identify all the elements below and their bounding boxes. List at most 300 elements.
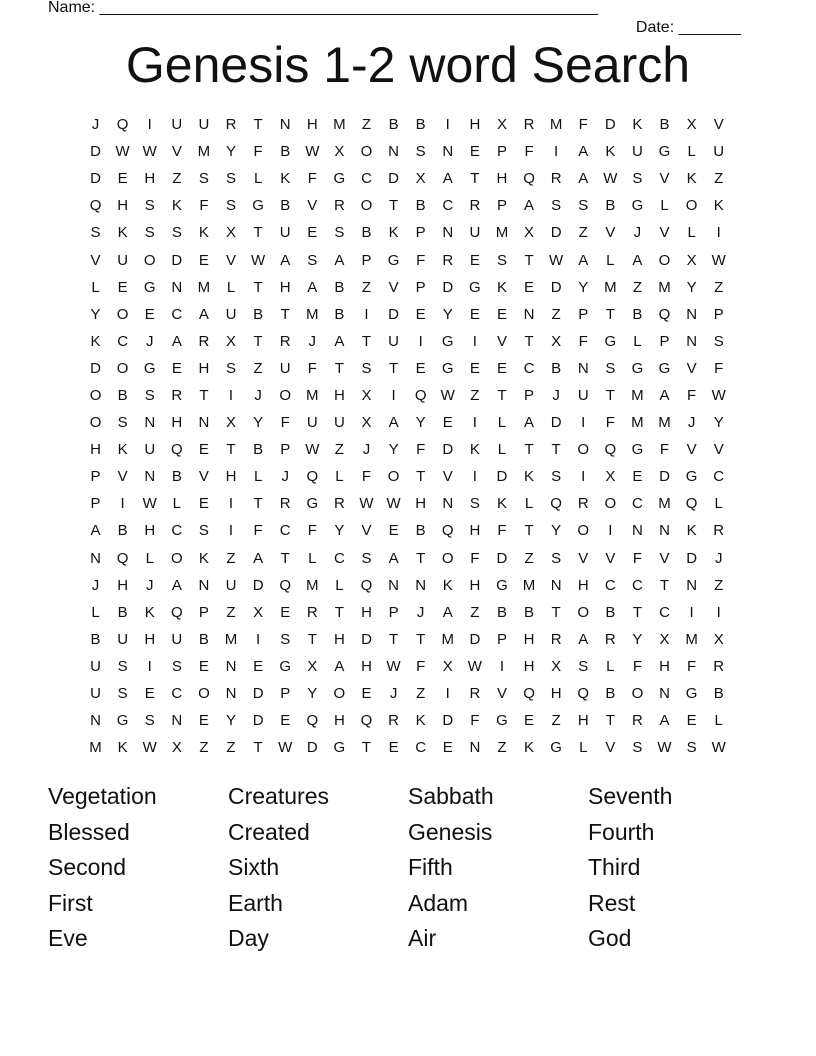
grid-letter: W [549,251,564,269]
grid-letter: R [279,332,291,350]
grid-letter: V [171,143,182,161]
grid-letter: K [415,712,426,730]
grid-letter: Q [658,305,671,323]
grid-letter: T [605,305,615,323]
grid-letter: C [171,685,183,703]
grid-letter: Z [361,278,372,296]
grid-letter: A [632,251,643,269]
grid-letter: W [305,143,320,161]
grid-letter: T [497,386,507,404]
grid-letter: R [577,495,589,513]
grid-letter: O [387,468,400,486]
grid-letter: A [524,414,535,432]
grid-letter: S [198,170,209,188]
grid-letter: W [386,495,401,513]
grid-letter: R [279,495,291,513]
grid-letter: S [713,332,724,350]
grid-letter: Y [388,441,399,459]
grid-letter: K [496,495,507,513]
grid-letter: L [714,712,723,730]
grid-letter: Z [226,603,236,621]
grid-letter: Z [714,576,724,594]
grid-letter: A [388,549,399,567]
grid-letter: X [686,251,697,269]
grid-letter: H [415,495,427,513]
grid-letter: O [577,522,590,540]
grid-letter: K [171,197,182,215]
grid-letter: T [253,332,263,350]
grid-letter: R [171,386,183,404]
grid-letter: N [144,468,156,486]
grid-letter: S [90,224,101,242]
grid-letter: S [361,359,372,377]
grid-letter: D [550,414,562,432]
grid-letter: H [333,712,345,730]
grid-letter: O [143,251,156,269]
grid-letter: W [603,170,618,188]
grid-letter: F [253,143,263,161]
grid-letter: E [415,359,426,377]
grid-letter: P [280,685,291,703]
grid-letter: Z [253,359,263,377]
grid-letter: M [631,414,644,432]
grid-letter: G [496,576,508,594]
grid-letter: J [416,603,425,621]
grid-letter: S [144,386,155,404]
grid-letter: F [687,657,697,675]
grid-letter: T [361,739,372,757]
grid-letter: G [441,359,454,377]
grid-letter: N [279,116,291,134]
grid-letter: O [89,414,102,432]
grid-letter: H [577,576,589,594]
grid-letter: Q [604,441,617,459]
grid-letter: T [659,576,670,594]
grid-letter: V [117,468,128,486]
grid-letter: J [91,576,100,594]
grid-letter: A [334,251,345,269]
grid-letter: F [470,712,480,730]
grid-letter: E [280,712,291,730]
grid-letter: R [550,170,562,188]
grid-letter: W [467,657,482,675]
grid-letter: N [577,359,589,377]
word-list-item: Creatures [228,783,329,809]
grid-letter: Z [226,739,236,757]
grid-letter: O [577,441,590,459]
grid-letter: H [361,603,372,621]
grid-letter: L [524,495,534,513]
grid-letter: F [470,549,480,567]
grid-letter: M [306,386,319,404]
grid-letter: N [686,305,698,323]
grid-letter: X [551,657,562,675]
grid-letter: X [551,332,562,350]
grid-letter: X [659,630,670,648]
grid-letter: T [280,305,290,323]
grid-letter: B [551,359,562,377]
grid-letter: B [198,630,209,648]
grid-letter: P [280,441,291,459]
grid-letter: F [497,522,507,540]
grid-letter: X [253,603,264,621]
grid-letter: I [147,657,152,675]
grid-letter: N [469,739,481,757]
grid-letter: W [305,441,320,459]
grid-letter: G [631,359,644,377]
grid-letter: E [524,278,535,296]
grid-letter: I [391,386,396,404]
grid-letter: F [632,657,642,675]
grid-letter: P [496,143,507,161]
grid-letter: S [117,685,128,703]
grid-letter: D [388,305,399,323]
grid-letter: I [445,685,450,703]
grid-letter: A [90,522,101,540]
grid-letter: J [389,685,398,703]
grid-letter: M [522,576,536,594]
grid-letter: V [686,441,697,459]
grid-letter: L [633,332,642,350]
grid-letter: I [228,495,234,513]
grid-letter: Z [632,278,642,296]
grid-letter: M [306,576,319,594]
grid-letter: U [90,685,101,703]
grid-letter: G [387,251,400,269]
grid-letter: G [685,685,698,703]
grid-letter: B [496,603,507,621]
grid-letter: L [606,657,615,675]
grid-letter: H [144,522,156,540]
grid-letter: N [442,495,454,513]
grid-letter: P [90,468,101,486]
grid-letter: B [253,441,264,459]
grid-letter: N [198,414,210,432]
grid-letter: Z [361,116,372,134]
grid-letter: C [632,495,643,513]
grid-letter: F [361,468,372,486]
grid-letter: X [686,116,697,134]
grid-letter: G [658,359,671,377]
grid-letter: I [228,386,234,404]
grid-letter: T [199,386,209,404]
grid-letter: W [278,739,293,757]
grid-letter: R [225,116,237,134]
grid-letter: E [171,359,182,377]
grid-letter: Z [497,739,507,757]
grid-letter: D [604,116,616,134]
grid-letter: R [523,116,535,134]
grid-letter: Y [632,630,643,648]
grid-letter: M [658,414,671,432]
grid-letter: C [442,197,454,215]
grid-letter: V [713,441,724,459]
grid-letter: E [469,359,480,377]
grid-letter: T [388,630,399,648]
grid-letter: N [388,576,399,594]
grid-letter: E [198,712,209,730]
grid-letter: Y [90,305,101,323]
word-list-item: Genesis [408,818,493,845]
grid-letter: I [554,143,559,161]
grid-letter: Q [685,495,698,513]
grid-letter: M [658,278,671,296]
grid-letter: J [308,332,317,350]
grid-letter: V [659,549,670,567]
grid-letter: T [253,116,263,134]
grid-letter: S [334,224,345,242]
grid-letter: D [686,549,698,567]
grid-letter: E [632,468,643,486]
grid-letter: F [199,197,209,215]
word-list-item: Eve [48,925,88,952]
grid-letter: S [605,359,616,377]
grid-letter: O [360,197,373,215]
grid-letter: H [144,630,156,648]
grid-letter: M [89,739,102,757]
grid-letter: C [632,576,643,594]
grid-letter: T [388,197,399,215]
grid-letter: W [711,251,726,269]
grid-letter: B [659,116,670,134]
grid-letter: B [334,305,345,323]
grid-letter: F [307,522,317,540]
grid-letter: B [415,116,426,134]
grid-letter: C [659,603,670,621]
grid-letter: C [415,739,427,757]
grid-letter: D [442,278,454,296]
grid-letter: X [524,224,535,242]
grid-letter: W [142,495,157,513]
grid-letter: M [333,116,346,134]
grid-letter: V [713,116,724,134]
grid-letter: M [549,116,563,134]
grid-letter: C [333,549,345,567]
grid-letter: O [658,251,671,269]
grid-letter: X [226,414,237,432]
grid-letter: O [631,685,644,703]
grid-letter: A [578,251,589,269]
grid-letter: I [499,657,505,675]
grid-letter: I [364,305,369,323]
grid-letter: G [252,197,264,215]
grid-letter: H [550,685,562,703]
grid-letter: E [388,739,399,757]
grid-letter: A [334,657,345,675]
grid-letter: N [632,522,643,540]
word-list-item: Earth [228,889,283,916]
word-list-item: Created [228,818,310,845]
grid-letter: S [361,549,372,567]
grid-letter: S [117,657,128,675]
grid-letter: X [307,657,318,675]
grid-letter: Z [334,441,344,459]
grid-letter: U [577,386,589,404]
grid-letter: W [115,143,130,161]
grid-letter: I [472,332,477,350]
grid-letter: U [306,414,318,432]
grid-letter: L [660,197,669,215]
word-list-item: Adam [408,889,469,916]
grid-letter: E [198,251,209,269]
grid-letter: E [361,685,372,703]
grid-letter: I [120,495,125,513]
grid-letter: D [306,739,318,757]
grid-letter: L [606,251,615,269]
grid-letter: N [686,332,698,350]
grid-letter: F [605,414,615,432]
grid-letter: Y [307,685,318,703]
grid-letter: H [496,170,508,188]
grid-letter: Q [170,441,183,459]
grid-letter: A [659,386,670,404]
grid-letter: H [469,522,481,540]
grid-letter: G [333,170,346,188]
grid-letter: R [442,251,454,269]
grid-letter: H [171,414,183,432]
word-list-item: Rest [588,889,636,916]
grid-letter: K [524,739,535,757]
grid-letter: D [550,224,562,242]
grid-letter: P [388,603,399,621]
grid-letter: J [633,224,642,242]
grid-letter: U [469,224,481,242]
grid-letter: D [496,468,508,486]
grid-letter: G [279,657,292,675]
grid-letter: Z [551,305,561,323]
grid-letter: F [578,116,588,134]
grid-letter: I [472,468,477,486]
grid-letter: D [550,278,562,296]
grid-letter: K [117,441,128,459]
grid-letter: T [416,468,426,486]
grid-letter: H [333,630,345,648]
grid-letter: O [685,197,698,215]
grid-letter: G [631,197,644,215]
word-list-item: Sabbath [408,783,494,809]
grid-letter: K [90,332,101,350]
grid-letter: W [440,386,455,404]
name-field-row [48,0,598,18]
grid-letter: L [145,549,154,567]
grid-letter: I [581,414,586,432]
grid-letter: E [496,305,507,323]
grid-letter: G [333,739,346,757]
grid-letter: Z [226,549,236,567]
grid-letter: N [171,712,183,730]
grid-letter: U [713,143,725,161]
grid-letter: H [469,576,481,594]
grid-letter: X [226,332,237,350]
grid-letter: D [496,549,508,567]
grid-letter: B [280,143,291,161]
grid-letter: O [604,495,617,513]
grid-letter: H [90,441,101,459]
grid-letter: P [361,251,372,269]
grid-letter: W [359,495,374,513]
grid-letter: T [253,739,263,757]
grid-letter: S [171,657,182,675]
grid-letter: L [497,414,507,432]
grid-letter: M [685,630,698,648]
grid-letter: T [632,603,642,621]
grid-letter: N [550,576,562,594]
grid-letter: A [171,332,182,350]
grid-letter: C [171,305,183,323]
grid-letter: B [388,116,399,134]
grid-letter: Y [415,414,426,432]
grid-letter: E [117,170,128,188]
grid-letter: T [470,170,480,188]
grid-letter: T [524,251,534,269]
grid-letter: A [171,576,182,594]
grid-letter: E [524,712,535,730]
grid-letter: V [307,197,318,215]
grid-letter: T [226,441,236,459]
grid-letter: Y [334,522,345,540]
grid-letter: R [388,712,399,730]
grid-letter: M [604,278,617,296]
grid-letter: Y [551,522,562,540]
grid-letter: W [711,739,726,757]
word-list-item: God [588,925,632,952]
grid-letter: G [143,359,156,377]
word-list-item: Vegetation [48,783,157,809]
grid-letter: E [198,495,209,513]
grid-letter: R [604,630,616,648]
grid-letter: B [524,603,535,621]
grid-letter: R [333,197,345,215]
grid-letter: D [442,441,454,459]
grid-letter: Y [713,414,724,432]
grid-letter: E [144,685,155,703]
grid-letter: D [90,170,101,188]
grid-letter: J [687,414,696,432]
grid-letter: S [226,197,237,215]
grid-letter: L [714,495,723,513]
grid-letter: K [442,576,453,594]
date-blank-line: _______ [678,19,741,36]
grid-letter: C [361,170,372,188]
grid-letter: L [497,441,507,459]
grid-letter: B [90,630,101,648]
grid-letter: O [333,685,346,703]
grid-letter: V [442,468,453,486]
grid-letter: T [605,386,615,404]
grid-letter: K [524,468,535,486]
grid-letter: T [334,359,344,377]
grid-letter: M [631,386,644,404]
grid-letter: R [306,603,318,621]
grid-letter: Q [306,712,319,730]
grid-letter: U [225,576,237,594]
grid-letter: F [687,386,697,404]
grid-letter: Q [577,685,590,703]
grid-letter: L [91,278,100,296]
grid-letter: P [659,332,670,350]
word-list-item: Second [48,854,127,881]
grid-letter: Q [306,468,319,486]
grid-letter: X [226,224,237,242]
grid-letter: V [578,549,589,567]
page-title: Genesis 1-2 word Search [125,37,691,93]
grid-letter: Q [116,549,129,567]
grid-letter: O [198,685,210,703]
grid-letter: Q [360,712,373,730]
grid-letter: C [171,522,183,540]
grid-letter: M [306,305,319,323]
grid-letter: L [308,549,317,567]
